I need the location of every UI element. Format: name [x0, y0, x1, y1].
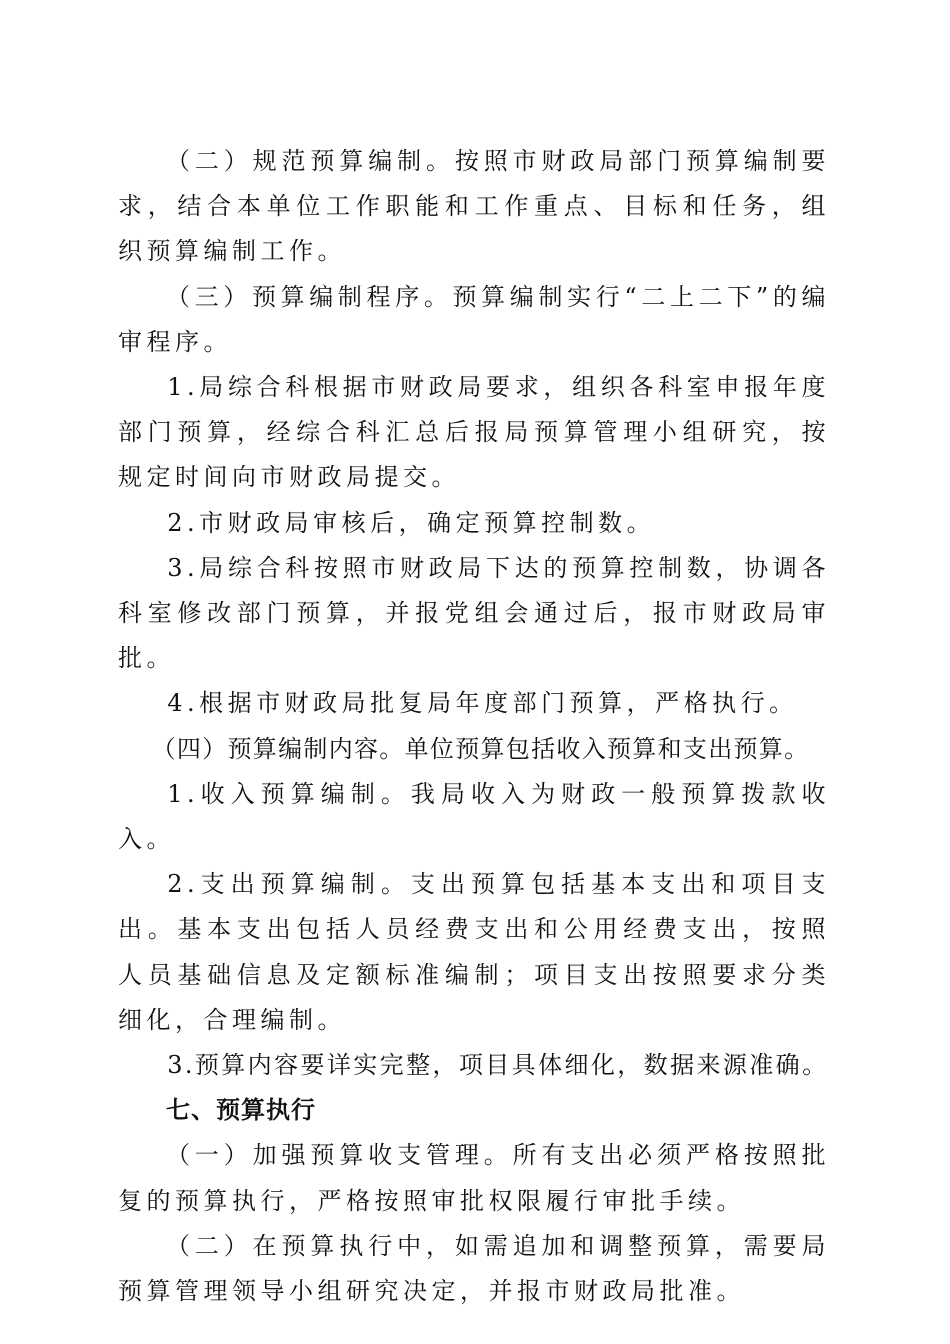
paragraph-budget-content: （四）预算编制内容。单位预算包括收入预算和支出预算。 — [151, 734, 810, 763]
paragraph-content-item-2: 2.支出预算编制。支出预算包括基本支出和项目支出。基本支出包括人员经费支出和公用经费支出，按照人员基础信息及定额标准编制；项目支出按照要求分类细化，合理编制。 — [118, 870, 830, 1034]
paragraph-content-item-1: 1.收入预算编制。我局收入为财政一般预算拨款收入。 — [118, 779, 830, 854]
paragraph-standardize-budget: （二）规范预算编制。按照市财政局部门预算编制要求，结合本单位工作职能和工作重点、目标和任务，组织预算编制工作。 — [118, 147, 830, 266]
paragraph-procedure-step-4: 4.根据市财政局批复局年度部门预算，严格执行。 — [167, 689, 798, 718]
section-heading-budget-execution: 七、预算执行 — [166, 1096, 316, 1125]
paragraph-budget-procedure: （三）预算编制程序。预算编制实行“二上二下”的编审程序。 — [118, 282, 830, 356]
paragraph-procedure-step-2: 2.市财政局审核后，确定预算控制数。 — [167, 508, 656, 537]
paragraph-revenue-expenditure-management: （一）加强预算收支管理。所有支出必须严格按照批复的预算执行，严格按照审批权限履行审批手续。 — [118, 1141, 830, 1215]
paragraph-procedure-step-1: 1.局综合科根据市财政局要求，组织各科室申报年度部门预算，经综合科汇总后报局预算管理小组研究，按规定时间向市财政局提交。 — [118, 373, 830, 492]
document-page — [118, 139, 830, 1314]
paragraph-procedure-step-3: 3.局综合科按照市财政局下达的预算控制数，协调各科室修改部门预算，并报党组会通过后，报市财政局审批。 — [118, 553, 830, 673]
paragraph-budget-adjustment: （二）在预算执行中，如需追加和调整预算，需要局预算管理领导小组研究决定，并报市财政局批准。 — [118, 1231, 830, 1306]
paragraph-content-item-3: 3.预算内容要详实完整，项目具体细化，数据来源准确。 — [167, 1051, 829, 1080]
